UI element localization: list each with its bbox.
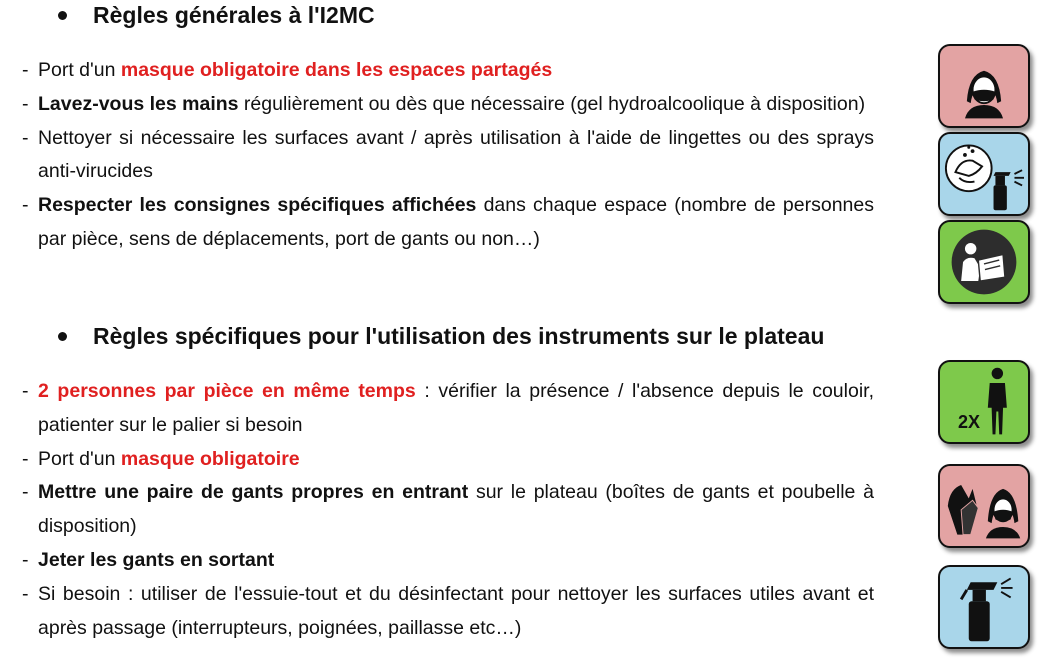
handwash-spray-icon [938, 132, 1030, 216]
list-item: - Si besoin : utiliser de l'essuie-tout et du désinfectant pour nettoyer les surfaces utiles avant et après passage (interrupteurs, poignées, paillasse etc…) [22, 582, 874, 639]
list-item: - Port d'un masque obligatoire [22, 447, 300, 470]
list-item: - Mettre une paire de gants propres en entrant sur le plateau (boîtes de gants et poubelle à disposition) [22, 481, 874, 538]
gloves-mask-icon [938, 464, 1030, 548]
bullet [58, 11, 67, 20]
list-item: - Lavez-vous les mains régulièrement ou dès que nécessaire (gel hydroalcoolique à disposition) [22, 92, 866, 115]
person-reading-icon [938, 220, 1030, 304]
section1-title: Règles générales à l'I2MC [93, 2, 375, 28]
list-item: - Nettoyer si nécessaire les surfaces avant / après utilisation à l'aide de lingettes ou des sprays anti-virucides [22, 126, 874, 183]
section2-title: Règles spécifiques pour l'utilisation des instruments sur le plateau [93, 323, 825, 349]
list-item: - 2 personnes par pièce en même temps : vérifier la présence / l'absence depuis le couloir, patienter sur le palier si besoin [22, 380, 874, 436]
two-persons-icon [938, 360, 1030, 444]
mask-person-icon [938, 44, 1030, 128]
bullet [58, 332, 67, 341]
section2-heading [58, 323, 824, 350]
list-item: - Respecter les consignes spécifiques affichées dans chaque espace (nombre de personnes par pièce, sens de déplacements, port de gants ou non…) [22, 194, 874, 250]
spray-bottle-icon [938, 565, 1030, 649]
section1-list [22, 54, 874, 257]
two-persons-label: 2X [958, 412, 981, 432]
list-item: - Port d'un masque obligatoire dans les espaces partagés [22, 59, 553, 81]
section2-list [22, 375, 874, 645]
list-item: - Jeter les gants en sortant [22, 548, 275, 571]
section1-heading [58, 2, 375, 29]
